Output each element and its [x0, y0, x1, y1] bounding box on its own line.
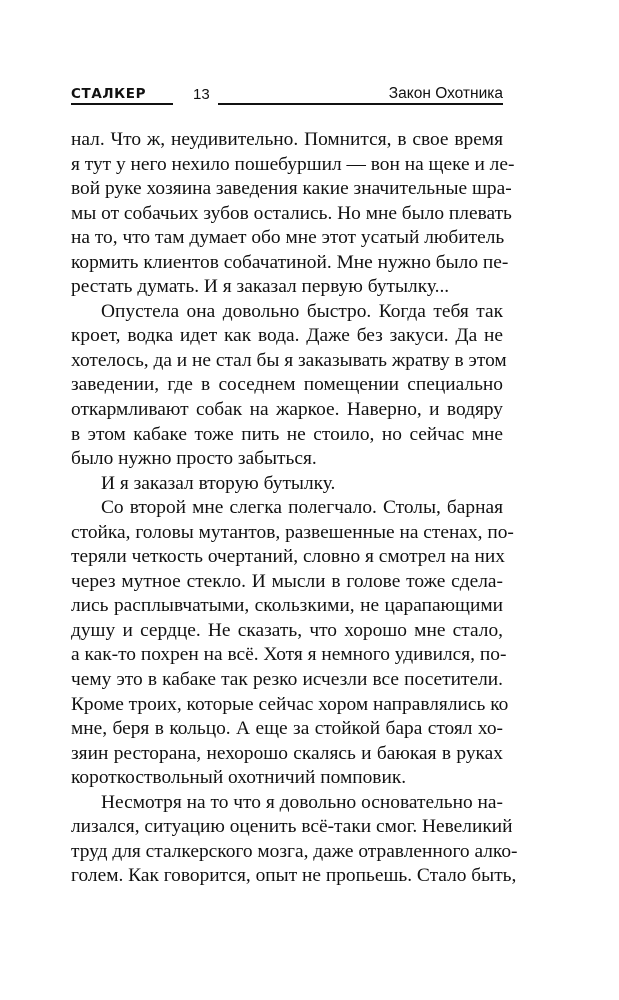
page-number: 13 — [193, 86, 210, 103]
text-line: Кроме троих, которые сейчас хором направлялись ко — [71, 693, 509, 715]
text-line: зяин ресторана, нехорошо скалясь и баюкая в руках — [71, 742, 503, 764]
text-line: теряли четкость очертаний, словно я смотрел на них — [71, 546, 505, 568]
text-line: было нужно просто забыться. — [71, 448, 317, 470]
text-line: в этом кабаке тоже пить не стоило, но сейчас мне — [71, 423, 503, 445]
series-name: СТАЛКЕР — [71, 86, 147, 102]
text-line: мне, беря в кольцо. А еще за стойкой бара стоял хо- — [71, 718, 503, 740]
book-title: Закон Охотника — [388, 85, 503, 102]
text-line: короткоствольный охотничий помповик. — [71, 767, 407, 789]
text-line: на то, что там думает обо мне этот усатый любитель — [71, 227, 505, 249]
text-line: чему это в кабаке так резко исчезли все посетители. — [71, 669, 503, 691]
text-line: голем. Как говорится, опыт не пропьешь. Стало быть, — [71, 865, 517, 887]
text-line: вой руке хозяина заведения какие значительные шра- — [71, 178, 512, 200]
paragraph-start: Со второй мне слегка полегчало. Столы, барная — [101, 497, 503, 519]
header-rule-left — [71, 103, 173, 105]
text-line: кормить клиентов собачатиной. Мне нужно было пе- — [71, 251, 509, 273]
text-line: труд для сталкерского мозга, даже отравленного алко- — [71, 840, 518, 862]
text-line: через мутное стекло. И мысли в голове тоже сдела- — [71, 570, 503, 592]
header-rule-right — [218, 103, 503, 105]
text-line: кроет, водка идет как вода. Даже без закуси. Да не — [71, 325, 503, 347]
text-line: нал. Что ж, неудивительно. Помнится, в свое время — [71, 129, 503, 150]
text-line: лись расплывчатыми, скользкими, не царапающими — [71, 595, 503, 617]
paragraph-start: Несмотря на то что я довольно основательно на- — [101, 791, 503, 813]
text-line: стойка, головы мутантов, развешенные на стенах, по- — [71, 521, 514, 543]
body-text — [71, 128, 518, 889]
text-line: мы от собачьих зубов остались. Но мне было плевать — [71, 202, 512, 224]
text-line: откармливают собак на жаркое. Наверно, и водяру — [71, 399, 503, 421]
text-line: душу и сердце. Не сказать, что хорошо мне стало, — [71, 619, 503, 641]
text-line: а как-то похрен на всё. Хотя я немного удивился, по- — [71, 644, 507, 666]
running-header — [71, 84, 503, 106]
text-line: я тут у него нехило пошебуршил — вон на щеке и ле- — [71, 153, 515, 175]
text-line: рестать думать. И я заказал первую бутылку... — [71, 276, 450, 298]
text-line: хотелось, да и не стал бы я заказывать жратву в этом — [71, 349, 507, 371]
text-line: заведении, где в соседнем помещении специально — [71, 374, 503, 396]
text-line: лизался, ситуацию оценить всё-таки смог. Невеликий — [71, 816, 513, 838]
paragraph-start: Опустела она довольно быстро. Когда тебя так — [101, 300, 503, 322]
paragraph-start: И я заказал вторую бутылку. — [101, 472, 336, 494]
